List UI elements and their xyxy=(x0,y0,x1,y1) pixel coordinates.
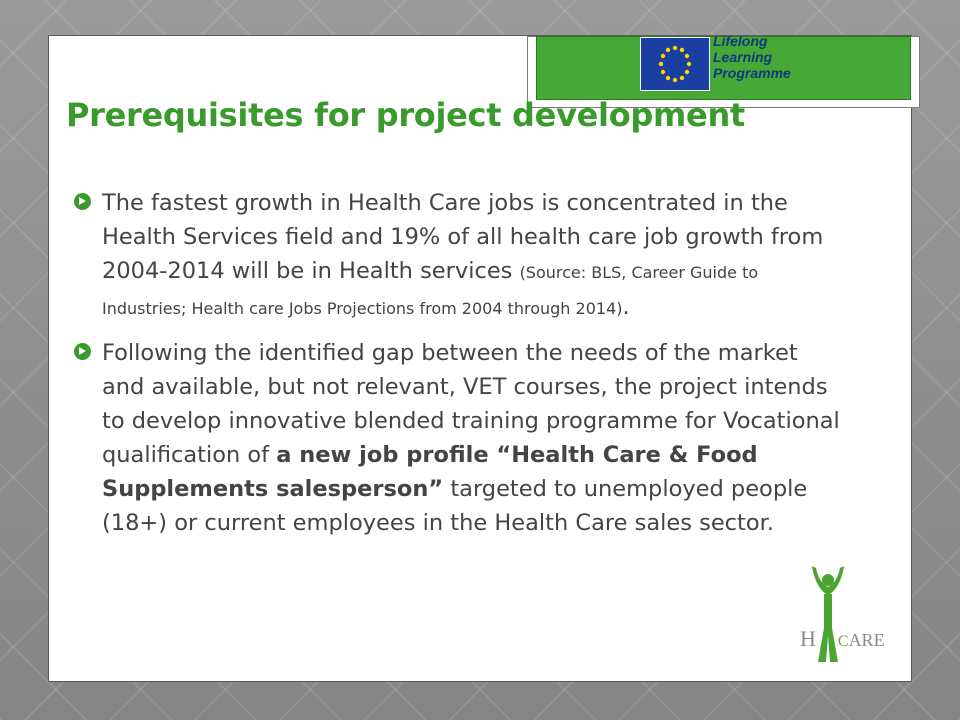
bullet-text: The fastest growth in Health Care jobs is concentrated in the Health Services field and 19% of all health care job growth from 2004-2014 will be in Health services xyxy=(102,190,824,284)
bullet-arrow-icon xyxy=(74,343,91,360)
llp-line-2: Learning xyxy=(713,49,773,65)
bullet-end: . xyxy=(622,294,630,320)
bullet-arrow-icon xyxy=(74,193,91,210)
eu-flag-icon xyxy=(640,37,710,91)
hcare-are: ARE xyxy=(848,630,885,650)
job-profile-highlight: a new job profile “Health Care & Food Supplements salesperson” xyxy=(102,442,758,502)
bullet-item xyxy=(74,186,844,326)
hcare-wordmark xyxy=(800,626,885,652)
logo-green-panel xyxy=(536,33,911,100)
bullet-text-tail: targeted to unemployed people (18+) or current employees in the Health Care sales sector. xyxy=(102,476,808,536)
llp-line-3: Programme xyxy=(713,65,791,81)
source-citation: (Source: BLS, Career Guide to Industries; Health care Jobs Projections from 2004 through 2014) xyxy=(102,263,759,318)
bullet-list xyxy=(74,186,844,540)
page-title: Prerequisites for project development xyxy=(66,96,745,134)
hcare-c: C xyxy=(837,633,849,650)
llp-line-1: Lifelong xyxy=(713,33,768,49)
llp-wordmark xyxy=(713,33,791,81)
eu-stars-icon xyxy=(641,38,709,90)
hcare-figure-icon xyxy=(796,566,906,668)
bullet-item xyxy=(74,336,844,540)
bullet-text: Following the identified gap between the needs of the market and available, but not relevant, VET courses, the project intends to develop innovative blended training programme for Vocational qualification of xyxy=(102,340,840,468)
hcare-h: H xyxy=(800,626,816,651)
